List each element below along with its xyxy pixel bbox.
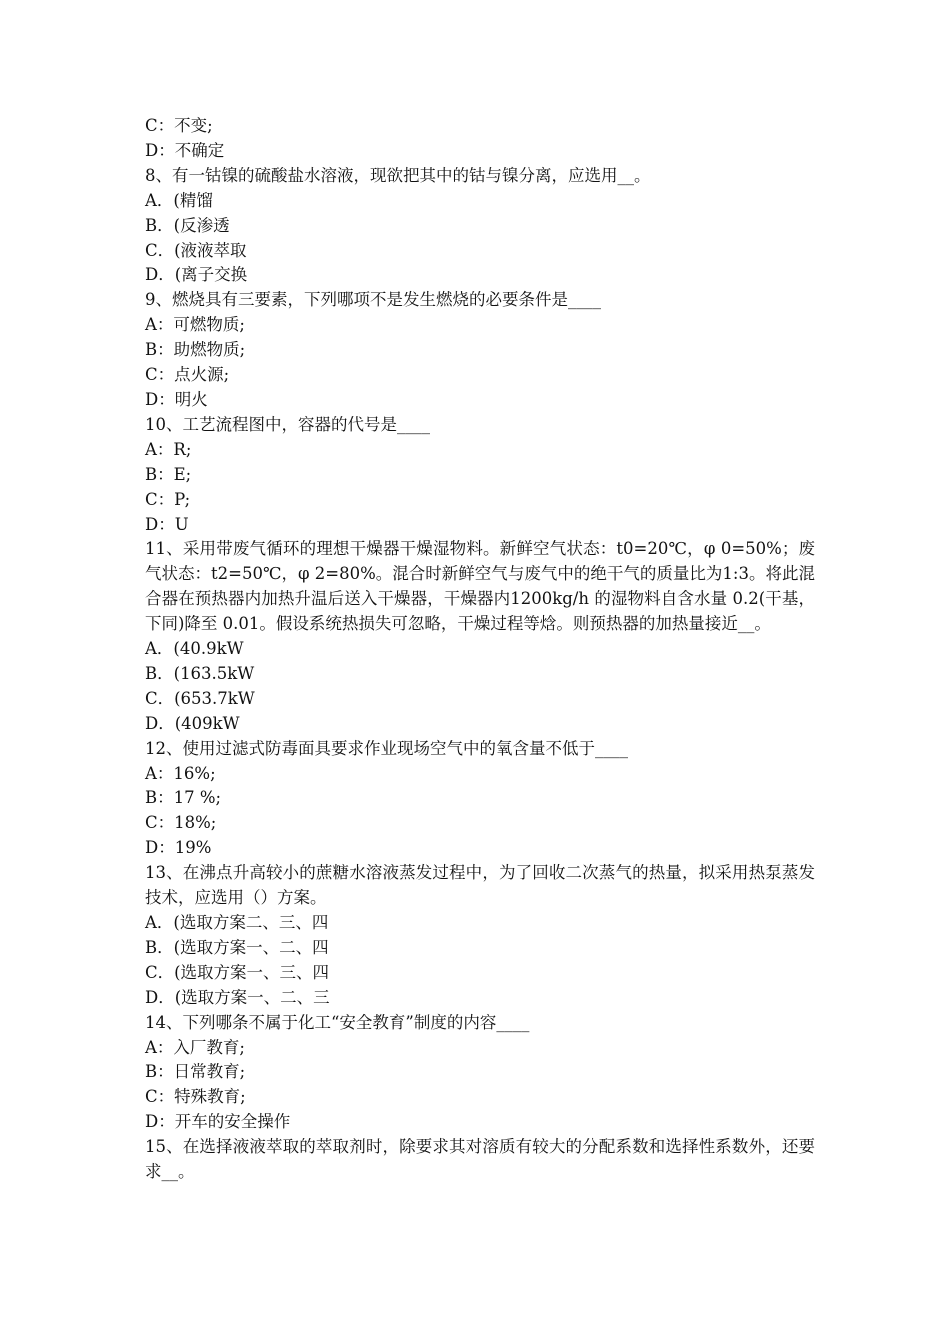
option-d-q10: D：U [145,514,189,534]
option-a-q9: A：可燃物质; [145,315,245,335]
document-page [145,114,815,1185]
option-a-q10: A：R; [145,439,192,459]
option-c-q11: C．(653.7kW [145,688,255,708]
option-b-q8: B．(反渗透 [145,215,230,235]
option-b-q12: B：17 %; [145,788,222,808]
option-c-q13: C．(选取方案一、三、四 [145,962,330,982]
option-d-q12: D：19% [145,838,212,858]
question-12-stem: 12、使用过滤式防毒面具要求作业现场空气中的氧含量不低于____ [145,738,628,758]
option-d-q7: D：不确定 [145,140,225,160]
option-b-q14: B：日常教育; [145,1062,246,1082]
option-d-q8: D．(离子交换 [145,265,248,285]
question-14-stem: 14、下列哪条不属于化工“安全教育”制度的内容____ [145,1012,530,1032]
question-10-stem: 10、工艺流程图中，容器的代号是____ [145,414,430,434]
option-d-q9: D：明火 [145,389,208,409]
question-15-stem: 15、在选择液液萃取的萃取剂时，除要求其对溶质有较大的分配系数和选择性系数外，还要求__。 [145,1137,815,1182]
option-a-q12: A：16%; [145,763,216,783]
option-d-q11: D．(409kW [145,713,240,733]
option-b-q11: B．(163.5kW [145,663,255,683]
option-a-q13: A．(选取方案二、三、四 [145,913,329,932]
option-c-q7: C：不变; [145,116,213,135]
question-8-stem: 8、有一钴镍的硫酸盐水溶液，现欲把其中的钴与镍分离，应选用__。 [145,165,651,185]
option-c-q12: C：18%; [145,813,217,833]
option-a-q11: A．(40.9kW [145,639,244,659]
option-c-q9: C：点火源; [145,365,230,385]
option-b-q13: B．(选取方案一、二、四 [145,937,329,957]
question-13-stem: 13、在沸点升高较小的蔗糖水溶液蒸发过程中，为了回收二次蒸气的热量，拟采用热泵蒸发技术，应选用（）方案。 [145,863,815,908]
option-a-q8: A．(精馏 [145,190,213,210]
option-b-q9: B：助燃物质; [145,340,246,360]
option-d-q13: D．(选取方案一、二、三 [145,987,330,1007]
option-c-q8: C．(液液萃取 [145,240,247,260]
option-d-q14: D：开车的安全操作 [145,1112,291,1132]
option-b-q10: B：E; [145,464,192,484]
option-c-q14: C：特殊教育; [145,1087,246,1107]
question-9-stem: 9、燃烧具有三要素，下列哪项不是发生燃烧的必要条件是____ [145,290,601,310]
option-c-q10: C：P; [145,489,191,509]
question-11-stem: 11、采用带废气循环的理想干燥器干燥湿物料。新鲜空气状态：t0=20℃，φ 0=50%；废气状态：t2=50℃，φ 2=80%。混合时新鲜空气与废气中的绝干气的质量比为1:3。将此混合器在预热器内加热升温后送入干燥器，干燥器内1200kg/h 的湿物料自含水量 0.2(干基，下同)降至 0.01。假设系统热损失可忽略，干燥过程等焓。则预热器的加热量接近__。 [145,539,815,634]
option-a-q14: A：入厂教育; [145,1037,245,1057]
